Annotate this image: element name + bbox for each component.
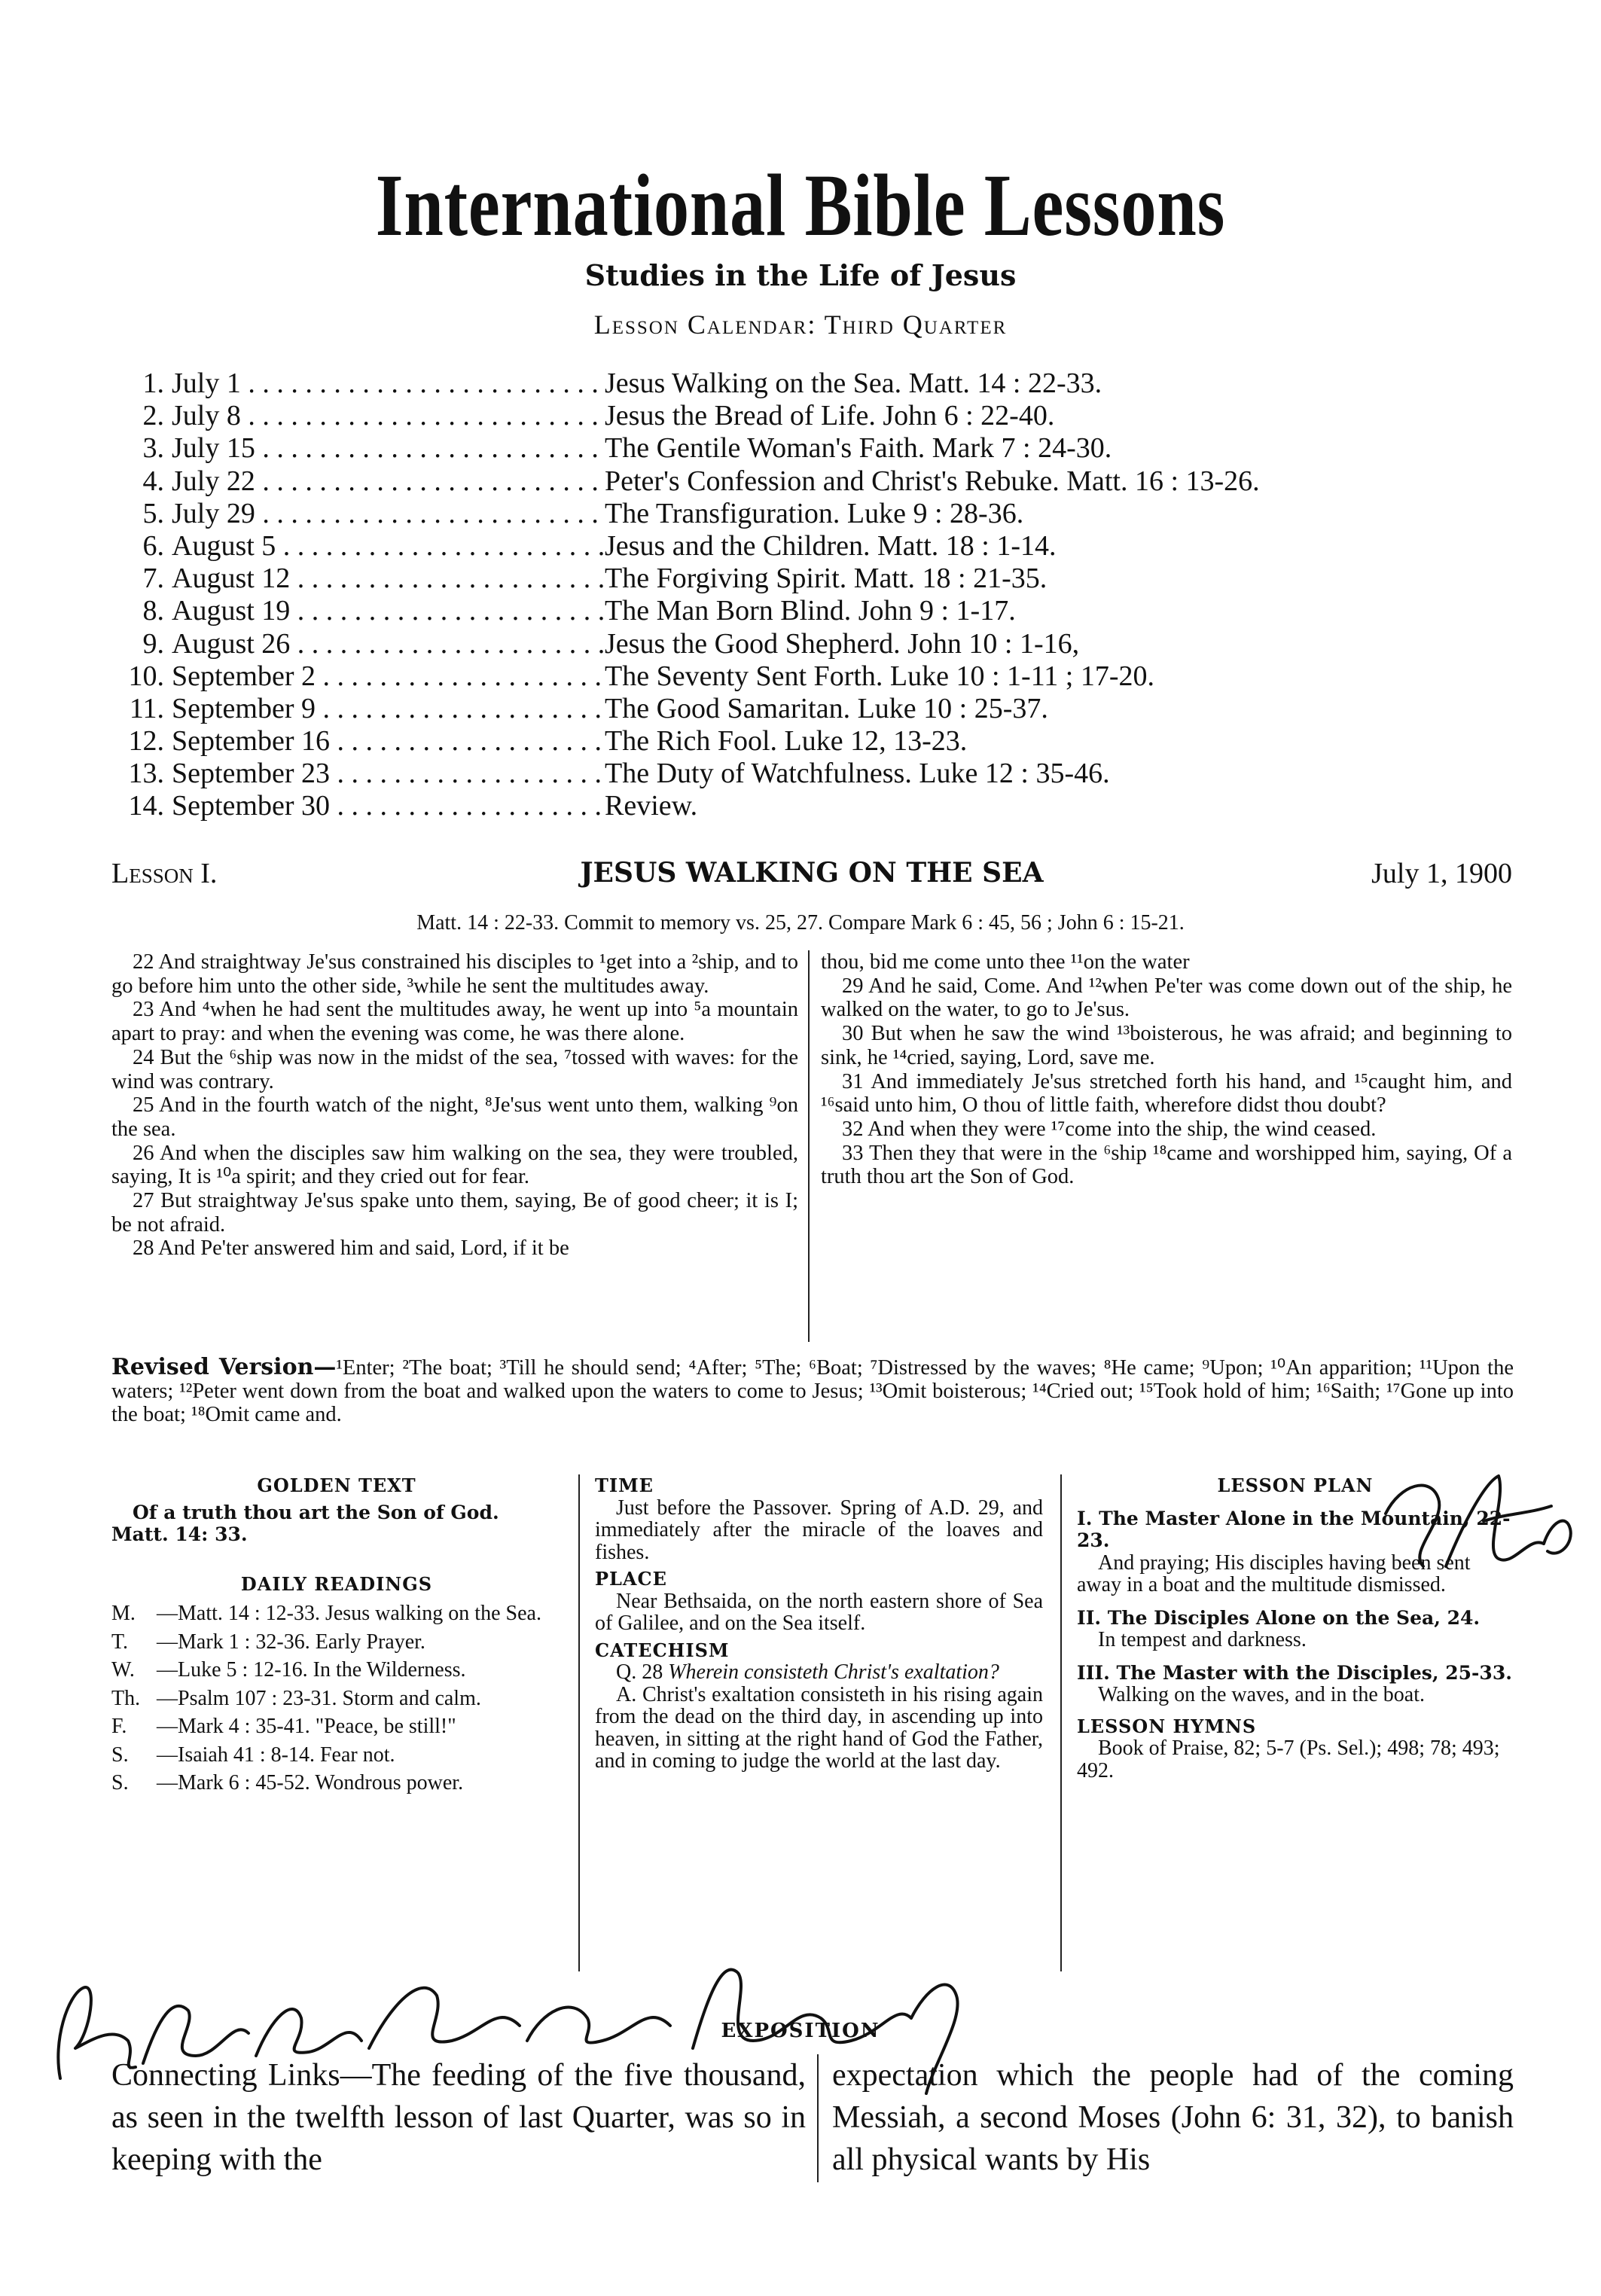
exposition-left-column: Connecting Links—The feeding of the five thousand, as seen in the twelfth lesson of last Quarter, was so in keeping with the (111, 2058, 806, 2177)
calendar-row (111, 595, 1542, 627)
lesson-plan-description: In tempest and darkness. (1098, 1628, 1307, 1651)
calendar-number: 14. (128, 790, 164, 822)
calendar-row (111, 628, 1542, 660)
calendar-row (111, 725, 1542, 758)
calendar-number: 7. (142, 563, 164, 595)
calendar-date: July 1 . . . (172, 367, 605, 400)
calendar-date: July 8 . . . (172, 400, 605, 432)
handwritten-initials (1371, 1453, 1581, 1611)
lesson-plan-point: I. The Master Alone in the Mountain, 22-23. (1077, 1507, 1511, 1551)
calendar-date: August 12 . . . (172, 563, 605, 595)
lesson-plan-heading: LESSON PLAN (1217, 1474, 1374, 1496)
calendar-number: 9. (142, 627, 164, 660)
calendar-number: 3. (142, 432, 164, 465)
catechism-heading: CATECHISM (595, 1639, 730, 1661)
lesson-hymns-text: Book of Praise, 82; 5-7 (Ps. Sel.); 498; 78; 493; 492. (1077, 1736, 1500, 1782)
calendar-topic: Jesus the Good Shepherd. John 10 : 1-16, (605, 627, 1080, 660)
calendar-number: 6. (142, 529, 164, 562)
calendar-topic: The Rich Fool. Luke 12, 13-23. (605, 725, 968, 758)
main-title: International Bible Lessons (375, 156, 1226, 255)
reading-day: S. (111, 1771, 129, 1794)
verse: 25 And in the fourth watch of the night, ⁸Je'sus went unto them, walking ⁹on the sea. (111, 1093, 798, 1141)
calendar-number: 1. (142, 367, 164, 399)
verse: 23 And ⁴when he had sent the multitudes away, he went up into ⁵a mountain apart to pray: and when the evening was come, he was there alone. (111, 998, 798, 1046)
middle-info-column (595, 1474, 1043, 1773)
calendar-topic: Jesus Walking on the Sea. Matt. 14 : 22-33. (605, 367, 1102, 399)
time-heading: TIME (595, 1474, 654, 1496)
calendar-date: August 26 . . . (172, 628, 605, 660)
calendar-row (111, 758, 1542, 790)
daily-reading-item (111, 1602, 562, 1625)
lesson-hymns-heading: LESSON HYMNS (1077, 1715, 1257, 1737)
lesson-calendar (111, 367, 1542, 823)
scripture-reference: Matt. 14 : 22-33. Commit to memory vs. 25, 27. Compare Mark 6 : 45, 56 ; John 6 : 15-21. (416, 911, 1185, 935)
calendar-date: September 9 . . . (172, 693, 605, 725)
column-divider (808, 950, 810, 1342)
calendar-date: September 16 . . . (172, 725, 605, 758)
verse: 31 And immediately Je'sus stretched forth his hand, and ¹⁵caught him, and ¹⁶said unto him, O thou of little faith, wherefore didst thou doubt? (821, 1069, 1512, 1118)
calendar-topic: The Forgiving Spirit. Matt. 18 : 21-35. (605, 563, 1048, 595)
reading-day: S. (111, 1743, 129, 1767)
reading-text: —Luke 5 : 12-16. In the Wilderness. (157, 1658, 466, 1682)
reading-text: —Psalm 107 : 23-31. Storm and calm. (157, 1686, 481, 1710)
calendar-topic: The Gentile Woman's Faith. Mark 7 : 24-30. (605, 432, 1112, 465)
calendar-row (111, 400, 1542, 432)
verse: 33 Then they that were in the ⁶ship ¹⁸came and worshipped him, saying, Of a truth thou art the Son of God. (821, 1141, 1512, 1189)
catechism-answer: A. Christ's exaltation consisteth in his rising again from the dead on the third day, in ascending up into heaven, in sitting at the right hand of God the Father, and in coming to judge the world at the last day. (595, 1682, 1043, 1773)
calendar-topic: Peter's Confession and Christ's Rebuke. Matt. 16 : 13-26. (605, 465, 1260, 497)
lesson-plan-point: III. The Master with the Disciples, 25-33. (1077, 1661, 1512, 1684)
verse: 22 And straightway Je'sus constrained his disciples to ¹get into a ²ship, and to go before him unto the other side, ³while he sent the multitudes away. (111, 950, 798, 998)
daily-reading-item (111, 1688, 562, 1710)
lesson-plan-description: Walking on the waves, and in the boat. (1098, 1683, 1425, 1706)
verse: 24 But the ⁶ship was now in the midst of the sea, ⁷tossed with waves: for the wind was contrary. (111, 1045, 798, 1093)
calendar-topic: The Good Samaritan. Luke 10 : 25-37. (605, 692, 1048, 724)
calendar-number: 11. (129, 692, 164, 724)
daily-reading-item (111, 1659, 562, 1682)
reading-text: —Mark 4 : 35-41. "Peace, be still!" (157, 1715, 456, 1738)
calendar-row (111, 432, 1542, 465)
calendar-topic: The Duty of Watchfulness. Luke 12 : 35-46. (605, 758, 1110, 790)
lesson-number: Lesson I. (111, 858, 218, 889)
reading-text: —Matt. 14 : 12-33. Jesus walking on the Sea. (157, 1602, 541, 1625)
lesson-date: July 1, 1900 (1371, 858, 1512, 889)
calendar-topic: Jesus and the Children. Matt. 18 : 1-14. (605, 529, 1057, 562)
reading-day: T. (111, 1630, 129, 1654)
daily-reading-item (111, 1631, 562, 1654)
revised-version-label: Revised Version— (111, 1354, 337, 1380)
calendar-topic: Review. (605, 790, 698, 822)
calendar-date: September 30 . . . (172, 790, 605, 822)
calendar-topic: The Transfiguration. Luke 9 : 28-36. (605, 497, 1024, 529)
reading-day: W. (111, 1658, 135, 1682)
reading-day: F. (111, 1715, 127, 1738)
calendar-number: 12. (128, 725, 164, 758)
calendar-date: July 29 . . . (172, 498, 605, 530)
daily-reading-item (111, 1715, 562, 1738)
calendar-topic: The Man Born Blind. John 9 : 1-17. (605, 595, 1016, 627)
revised-version (111, 1355, 1514, 1426)
reading-day: Th. (111, 1686, 141, 1710)
calendar-row (111, 790, 1542, 822)
golden-text-heading: GOLDEN TEXT (257, 1474, 416, 1496)
column-divider (578, 1474, 580, 1971)
calendar-date: July 15 . . . (172, 432, 605, 465)
subtitle: Studies in the Life of Jesus (584, 258, 1017, 292)
reading-text: —Mark 1 : 32-36. Early Prayer. (157, 1630, 425, 1654)
calendar-date: July 22 . . . (172, 465, 605, 498)
reading-text: —Isaiah 41 : 8-14. Fear not. (157, 1743, 395, 1767)
place-heading: PLACE (595, 1568, 667, 1590)
calendar-date: August 19 . . . (172, 595, 605, 627)
calendar-date: August 5 . . . (172, 530, 605, 563)
calendar-row (111, 563, 1542, 595)
lesson-header (111, 857, 1512, 895)
verses-right-column (821, 950, 1512, 1189)
calendar-number: 4. (142, 465, 164, 497)
reading-day: M. (111, 1602, 136, 1625)
reading-text: —Mark 6 : 45-52. Wondrous power. (157, 1771, 464, 1794)
verse: 32 And when they were ¹⁷come into the ship, the wind ceased. (842, 1117, 1377, 1141)
verse: 27 But straightway Je'sus spake unto them, saying, Be of good cheer; it is I; be not afraid. (111, 1189, 798, 1236)
calendar-row (111, 660, 1542, 693)
daily-readings-heading: DAILY READINGS (240, 1572, 433, 1595)
left-info-column (111, 1474, 562, 1794)
lesson-title: JESUS WALKING ON THE SEA (580, 857, 1044, 889)
daily-readings-list (111, 1602, 562, 1794)
revised-version-text: ¹Enter; ²The boat; ³Till he should send; ⁴After; ⁵The; ⁶Boat; ⁷Distressed by the waves; ⁸He came; ⁹Upon; ¹⁰An apparition; ¹¹Upon the waters; ¹²Peter went down from the boat and walked upon the waters to come to Jesus; ¹³Omit boisterous; ¹⁴Cried out; ¹⁵Took hold of him; ¹⁶Saith; ¹⁷Gone up into the boat; ¹⁸Omit came and. (111, 1356, 1514, 1426)
calendar-heading: Lesson Calendar: Third Quarter (593, 309, 1008, 340)
handwritten-signature (45, 1928, 994, 2101)
calendar-date: September 23 . . . (172, 758, 605, 790)
lesson-plan-description: And praying; His disciples having been sent away in a boat and the multitude dismissed. (1077, 1550, 1471, 1596)
column-divider (1060, 1474, 1062, 1971)
calendar-number: 2. (142, 400, 164, 432)
calendar-topic: The Seventy Sent Forth. Luke 10 : 1-11 ; 17-20. (605, 660, 1154, 692)
calendar-topic: Jesus the Bread of Life. John 6 : 22-40. (605, 400, 1055, 432)
calendar-row (111, 530, 1542, 563)
calendar-row (111, 367, 1542, 400)
golden-text: Of a truth thou art the Son of God. Matt. 14: 33. (111, 1501, 499, 1545)
place-text: Near Bethsaida, on the north eastern shore of Sea of Galilee, and on the Sea itself. (595, 1589, 1043, 1635)
exposition-right-column: expectation which the people had of the coming Messiah, a second Moses (John 6: 31, 32), to banish all physical wants by His (832, 2058, 1514, 2177)
calendar-date: September 2 . . . (172, 660, 605, 693)
catechism-question-text: Wherein consisteth Christ's exaltation? (668, 1660, 999, 1684)
calendar-number: 8. (142, 595, 164, 627)
calendar-number: 5. (142, 497, 164, 529)
verse: thou, bid me come unto thee ¹¹on the water (821, 950, 1190, 974)
catechism-question (595, 1661, 1043, 1684)
verses-left-column (111, 950, 798, 1261)
catechism-question-number: Q. 28 (616, 1660, 663, 1684)
calendar-row (111, 693, 1542, 725)
verse: 28 And Pe'ter answered him and said, Lord, if it be (133, 1236, 569, 1261)
exposition-heading: EXPOSITION (721, 2020, 880, 2042)
verse: 29 And he said, Come. And ¹²when Pe'ter was come down out of the ship, he walked on the water, to go to Je'sus. (821, 974, 1512, 1022)
verse: 26 And when the disciples saw him walking on the sea, they were troubled, saying, It is ¹⁰a spirit; and they cried out for fear. (111, 1141, 798, 1189)
time-text: Just before the Passover. Spring of A.D. 29, and immediately after the miracle of the loaves and fishes. (595, 1496, 1043, 1564)
calendar-row (111, 465, 1542, 498)
calendar-number: 13. (128, 758, 164, 790)
lesson-plan-point: II. The Disciples Alone on the Sea, 24. (1077, 1606, 1481, 1629)
verse: 30 But when he saw the wind ¹³boisterous, he was afraid; and beginning to sink, he ¹⁴cried, saying, Lord, save me. (821, 1022, 1512, 1069)
daily-reading-item (111, 1772, 562, 1794)
calendar-row (111, 498, 1542, 530)
daily-reading-item (111, 1744, 562, 1767)
calendar-number: 10. (128, 660, 164, 692)
